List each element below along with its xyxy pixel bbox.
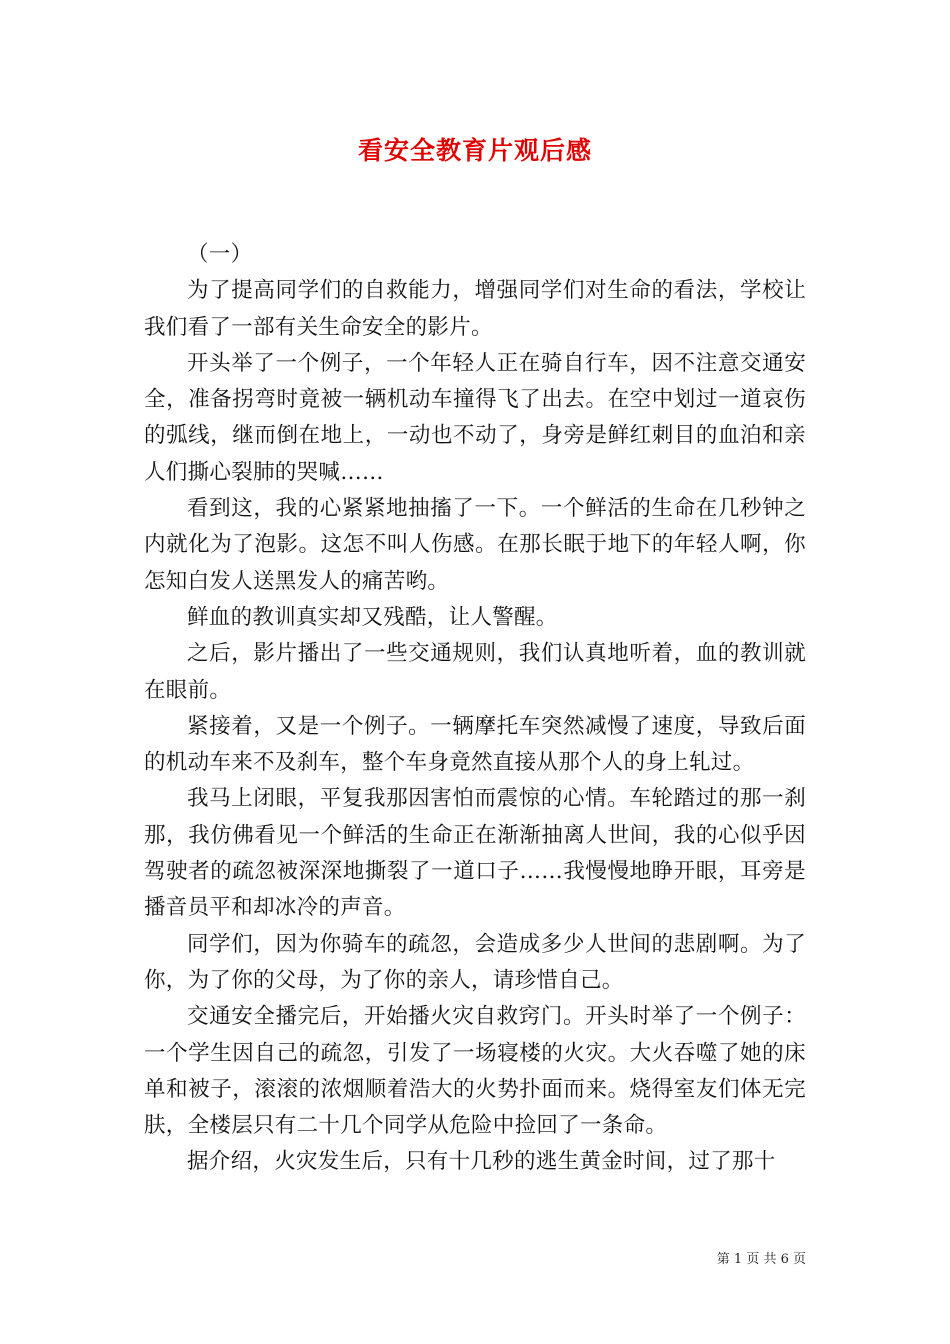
paragraph: 据介绍，火灾发生后，只有十几秒的逃生黄金时间，过了那十 [187, 1149, 776, 1175]
paragraph: 我马上闭眼，平复我那因害怕而震惊的心情。车轮踏过的那一刹那，我仿佛看见一个鲜活的生命正在渐渐抽离人世间，我的心似乎因驾驶者的疏忽被深深地撕裂了一道口子……我慢慢地睁开眼，耳旁是播音员平和却冰冷的声音。 [144, 786, 806, 921]
paragraph: 之后，影片播出了一些交通规则，我们认真地听着，血的教训就在眼前。 [144, 641, 806, 703]
paragraph: 同学们，因为你骑车的疏忽，会造成多少人世间的悲剧啊。为了你，为了你的父母，为了你的亲人，请珍惜自己。 [144, 931, 806, 993]
paragraph: 看到这，我的心紧紧地抽搐了一下。一个鲜活的生命在几秒钟之内就化为了泡影。这怎不叫人伤感。在那长眠于地下的年轻人啊，你怎知白发人送黑发人的痛苦哟。 [144, 496, 806, 594]
page-number-footer: 第 1 页 共 6 页 [716, 1252, 806, 1267]
document-body [144, 237, 806, 1181]
paragraph: 鲜血的教训真实却又残酷，让人警醒。 [187, 604, 558, 630]
paragraph: 为了提高同学们的自救能力，增强同学们对生命的看法，学校让我们看了一部有关生命安全的影片。 [144, 278, 806, 340]
paragraph: 紧接着，又是一个例子。一辆摩托车突然减慢了速度，导致后面的机动车来不及刹车，整个车身竟然直接从那个人的身上轧过。 [144, 713, 806, 776]
paragraph-section-marker: （一） [187, 242, 253, 267]
document-title: 看安全教育片观后感 [357, 136, 592, 165]
paragraph: 交通安全播完后，开始播火灾自救窍门。开头时举了一个例子：一个学生因自己的疏忽，引发了一场寝楼的火灾。大火吞噬了她的床单和被子，滚滚的浓烟顺着浩大的火势扑面而来。烧得室友们体无完肤，全楼层只有二十几个同学从危险中捡回了一条命。 [144, 1004, 806, 1139]
paragraph: 开头举了一个例子，一个年轻人正在骑自行车，因不注意交通安全，准备拐弯时竟被一辆机动车撞得飞了出去。在空中划过一道哀伤的弧线，继而倒在地上，一动也不动了，身旁是鲜红刺目的血泊和亲人们撕心裂肺的哭喊…… [144, 350, 806, 485]
